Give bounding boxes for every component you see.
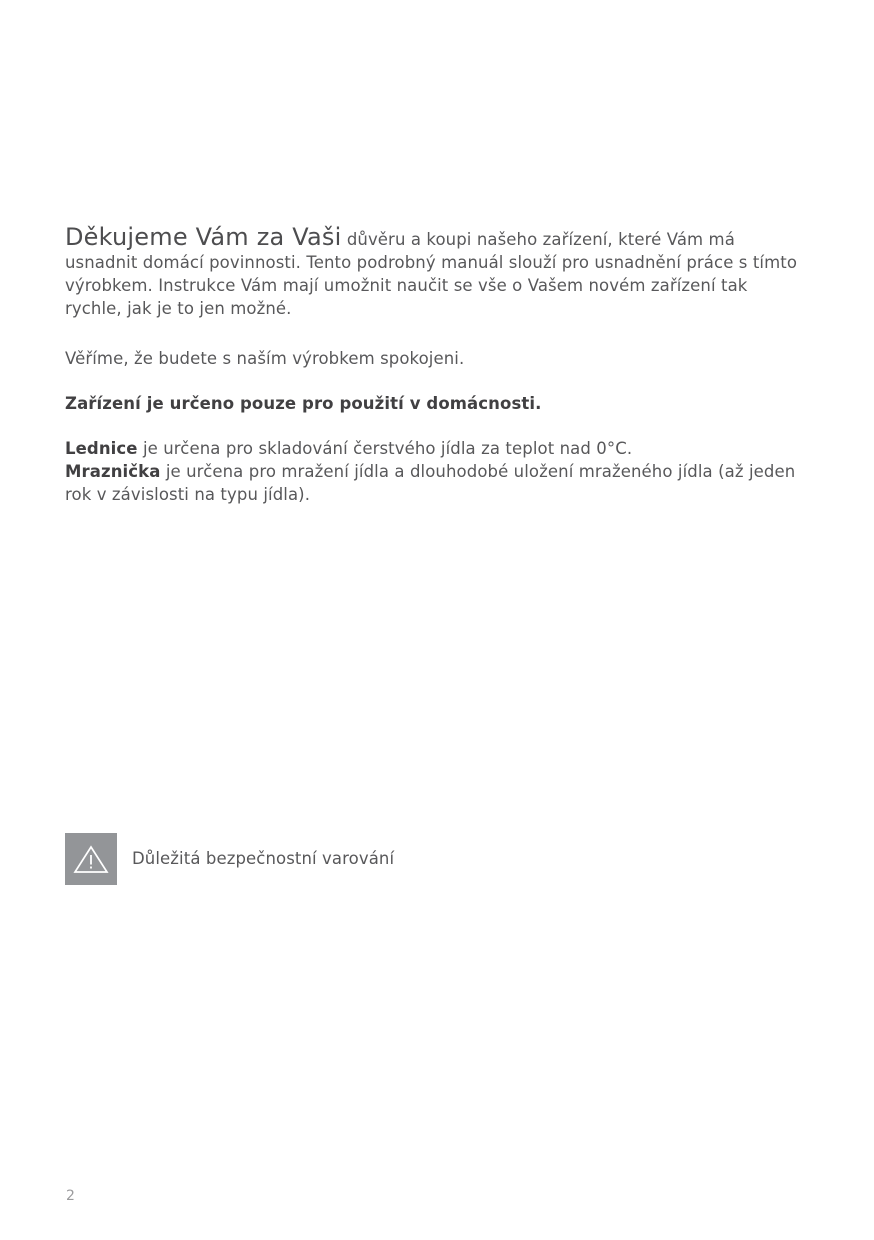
intro-lead: Děkujeme Vám za Vaši [65, 222, 342, 251]
intro-rest: důvěru a koupi našeho zařízení, které Vám má usnadnit domácí povinnosti. Tento podrobný manuál slouží pro usnadnění práce s tímto výrobkem. Instrukce Vám mají umožnit naučit se vše o Vašem novém zařízení tak rychle, jak je to jen možné. [65, 229, 798, 318]
intro-paragraph [65, 223, 805, 320]
freezer-term: Mraznička [65, 461, 161, 481]
appliance-sections [65, 437, 805, 506]
warning-triangle-icon [65, 833, 117, 885]
safety-warning-label: Důležitá bezpečnostní varování [132, 849, 395, 868]
page-number: 2 [66, 1188, 75, 1204]
trust-paragraph: Věříme, že budete s naším výrobkem spokojeni. [65, 348, 465, 368]
fridge-term: Lednice [65, 438, 138, 458]
usage-note: Zařízení je určeno pouze pro použití v domácnosti. [65, 393, 542, 413]
freezer-text: je určena pro mražení jídla a dlouhodobé uložení mraženého jídla (až jeden rok v závislosti na typu jídla). [65, 461, 796, 504]
fridge-text: je určena pro skladování čerstvého jídla za teplot nad 0°C. [137, 438, 633, 458]
safety-warning-row [65, 833, 394, 885]
